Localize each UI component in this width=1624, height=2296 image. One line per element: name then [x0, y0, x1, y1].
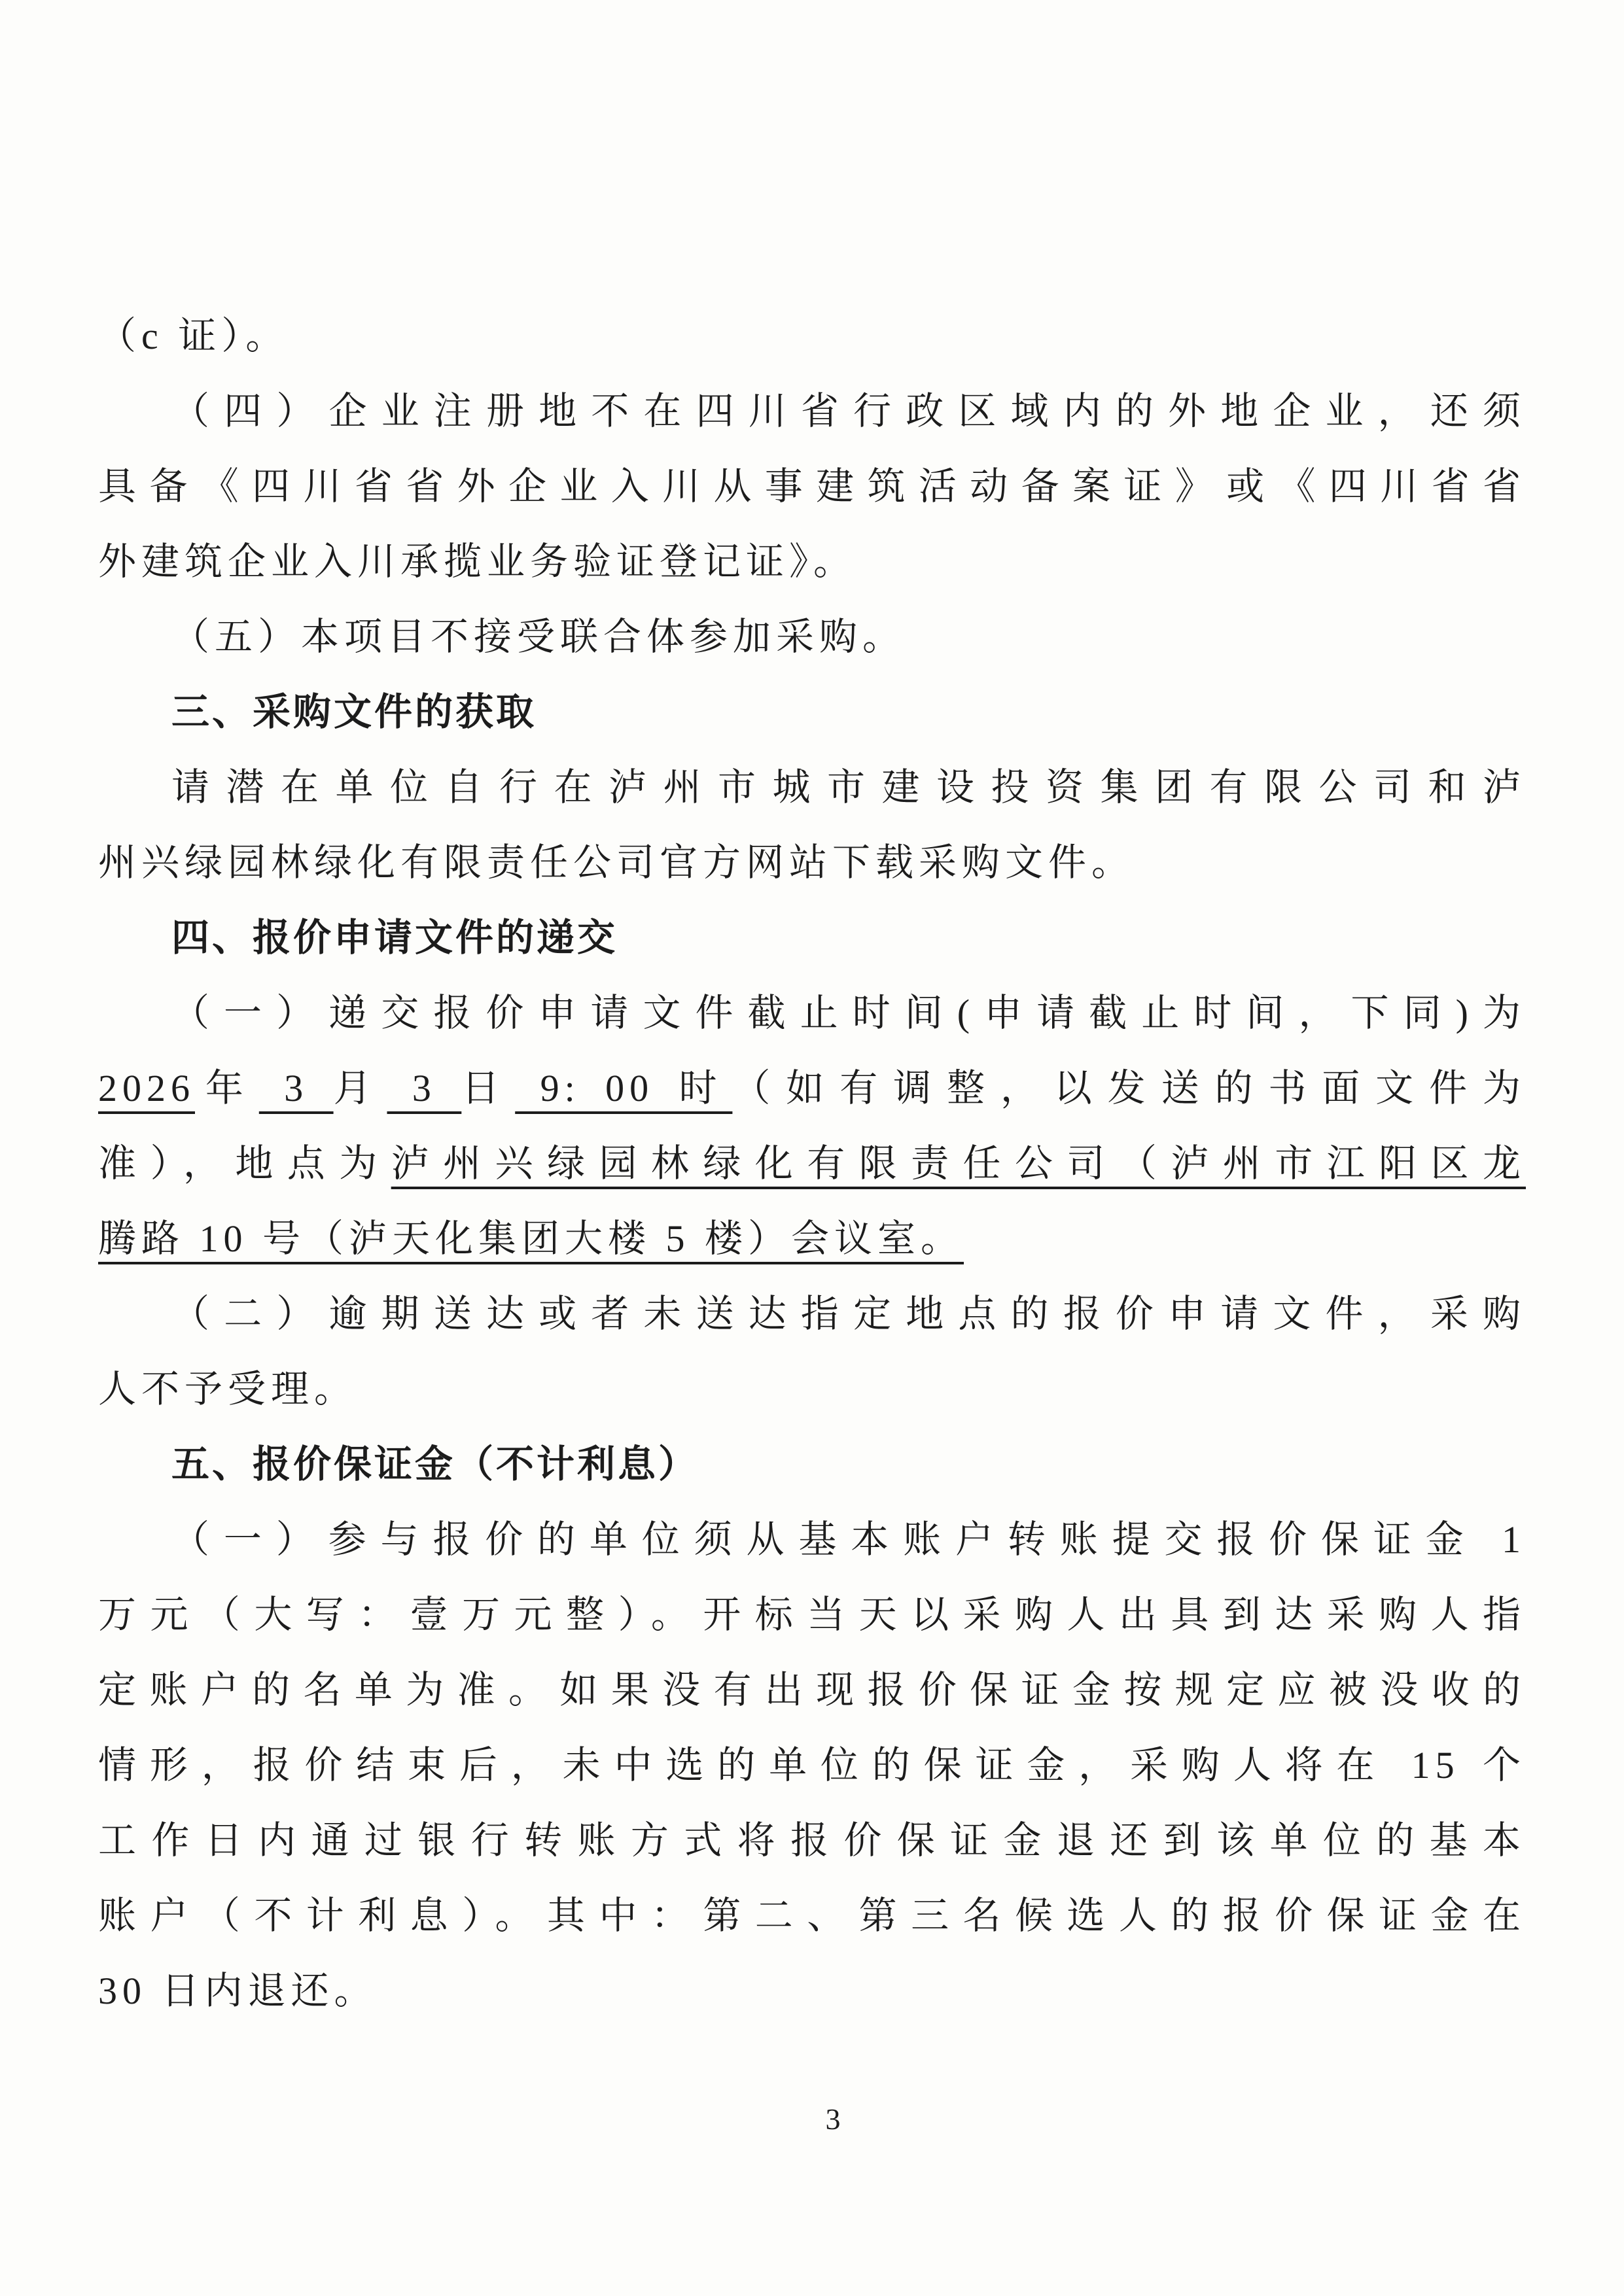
para-c-certificate-end	[98, 298, 1526, 374]
para-sec4-item2-line2	[98, 1351, 1526, 1427]
text-run: 日	[461, 1067, 516, 1109]
text-run: 情形，报价结束后，未中选的单位的保证金，采购人将在 15 个	[98, 1744, 1526, 1786]
deadline-day-value: 3	[387, 1067, 462, 1109]
text-run: （如有调整，以发送的书面文件为	[732, 1067, 1526, 1109]
text-run: 外建筑企业入川承揽业务验证登记证》。	[98, 540, 857, 583]
para-sec5-item1-line4	[98, 1728, 1526, 1803]
para-item4-line1	[98, 374, 1526, 449]
heading-text: 三、采购文件的获取	[171, 691, 537, 733]
text-run: 30 日内退还。	[98, 1970, 378, 2012]
text-run: （一）参与报价的单位须从基本账户转账提交报价保证金 1	[171, 1518, 1526, 1561]
text-run: 月	[333, 1067, 387, 1109]
deadline-month-value: 3	[258, 1067, 334, 1109]
para-sec5-item1-line7	[98, 1953, 1526, 2028]
text-run: （四）企业注册地不在四川省行政区域内的外地企业，还须	[171, 390, 1526, 432]
text-run: 请潜在单位自行在泸州市城市建设投资集团有限公司和泸	[171, 766, 1526, 809]
text-run: 人不予受理。	[98, 1368, 358, 1410]
section-heading-3	[98, 674, 1526, 750]
para-sec3-line1	[98, 750, 1526, 825]
para-sec5-item1-line6	[98, 1878, 1526, 1953]
para-item4-line3	[98, 524, 1526, 599]
page-number: 3	[825, 2102, 841, 2136]
para-sec5-item1-line1	[98, 1502, 1526, 1577]
para-item4-line2	[98, 449, 1526, 524]
text-run: （二）逾期送达或者未送达指定地点的报价申请文件，采购	[171, 1293, 1526, 1335]
heading-text: 四、报价申请文件的递交	[171, 916, 618, 959]
para-sec3-line2	[98, 825, 1526, 900]
text-run: 具备《四川省省外企业入川从事建筑活动备案证》或《四川省省	[98, 465, 1526, 508]
address-underlined-part2: 腾路 10 号（泸天化集团大楼 5 楼）会议室。	[98, 1217, 964, 1260]
para-item5	[98, 599, 1526, 674]
para-sec4-item2-line1	[98, 1276, 1526, 1351]
text-run: 年	[195, 1067, 259, 1109]
text-run: （c 证）。	[98, 315, 289, 357]
section-heading-5	[98, 1427, 1526, 1502]
text-run: 州兴绿园林绿化有限责任公司官方网站下载采购文件。	[98, 841, 1135, 884]
text-run: （五）本项目不接受联合体参加采购。	[171, 616, 906, 658]
para-sec5-item1-line2	[98, 1577, 1526, 1652]
text-run: 定账户的名单为准。如果没有出现报价保证金按规定应被没收的	[98, 1669, 1526, 1711]
deadline-time-value: 9: 00 时	[515, 1067, 733, 1109]
section-heading-4	[98, 900, 1526, 975]
heading-text: 五、报价保证金（不计利息）	[171, 1443, 699, 1486]
para-sec4-item1-line2-deadline	[98, 1051, 1526, 1126]
text-run: 万元（大写：壹万元整）。开标当天以采购人出具到达采购人指	[98, 1593, 1526, 1636]
para-sec5-item1-line3	[98, 1652, 1526, 1728]
text-run: 准），地点为	[98, 1142, 391, 1185]
text-run: （一）递交报价申请文件截止时间(申请截止时间，下同)为	[171, 992, 1526, 1034]
deadline-year-value: 2026	[98, 1067, 195, 1109]
para-sec4-item1-line3-address	[98, 1126, 1526, 1201]
text-run: 账户（不计利息）。其中：第二、第三名候选人的报价保证金在	[98, 1894, 1526, 1937]
address-underlined-part1: 泸州兴绿园林绿化有限责任公司（泸州市江阳区龙	[391, 1142, 1526, 1185]
para-sec4-item1-line1	[98, 975, 1526, 1051]
document-body	[98, 298, 1526, 2028]
para-sec4-item1-line4-address	[98, 1201, 1526, 1276]
text-run: 工作日内通过银行转账方式将报价保证金退还到该单位的基本	[98, 1819, 1526, 1862]
para-sec5-item1-line5	[98, 1803, 1526, 1878]
